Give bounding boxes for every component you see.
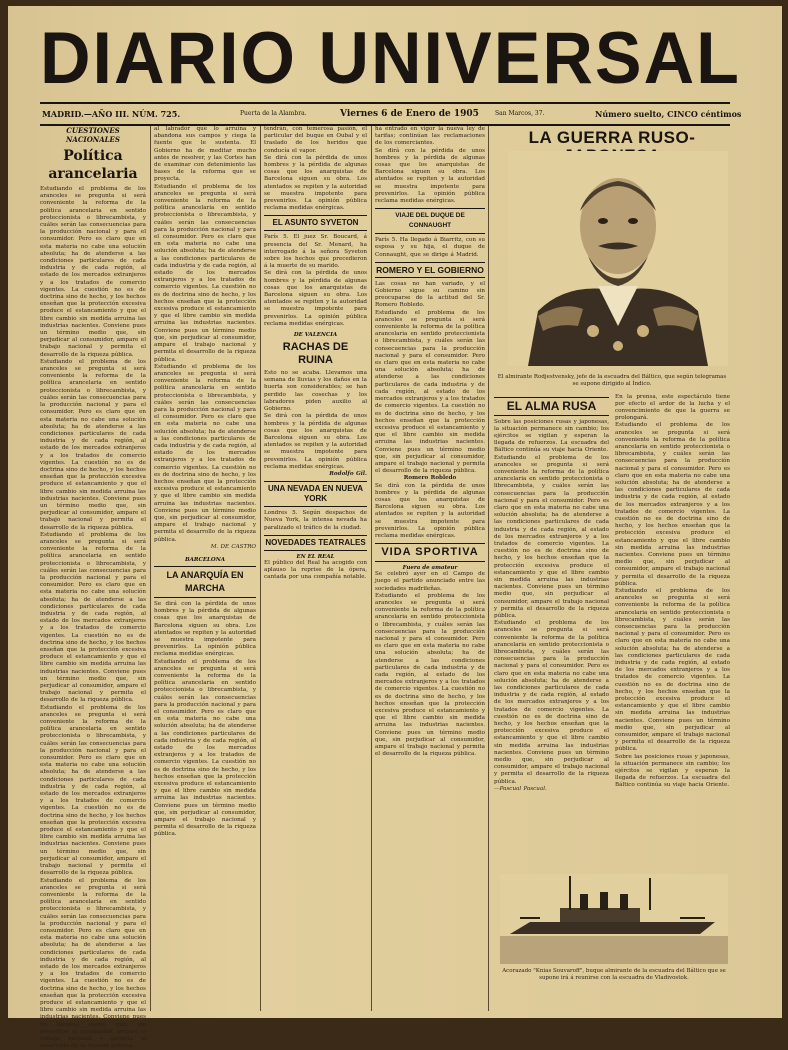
column-1 bbox=[40, 126, 146, 1016]
column-rule bbox=[260, 126, 261, 1011]
article-body-cont: Se dirá con la pérdida de unos hombres y la pérdida de algunas cosas que los anarquistas de Barcelona siguen su obra. Los atentados se repiten y la autoridad se muestra impotente para prevenirlos. La opinión pública reclama medidas enérgicas. bbox=[264, 270, 367, 328]
war-headline: LA GUERRA RUSO- bbox=[494, 129, 730, 165]
article-body-cont: Estudiando el problema de los aranceles se pregunta si será conveniente la reforma de la política arancelaria en sentido proteccionista o librecambista, y cuáles serán las consecuencias para la producción nacional y para el consumidor. Pero es claro que en esta materia no cabe una solución absoluta; ha de atenderse a las condiciones particulares de cada industria y de cada región, al estado de los mercados extranjeros y a los tratados de comercio vigentes. La cuestión no es de doctrina sino de hecho, y los hechos enseñan que la protección excesiva produce el estancamiento y que el libre cambio sin medida arruina las industrias nacientes. Conviene pues un término medio que, sin perjudicar al consumidor, ampare el trabajo nacional y permita el desarrollo de la riqueza pública. bbox=[615, 588, 730, 754]
admiral-portrait bbox=[508, 151, 728, 366]
article-signature: M. DE CASTRO bbox=[154, 544, 256, 551]
article-signature: —Pascual Pascual. bbox=[494, 786, 609, 793]
article-signature: Rodolfo Gil. bbox=[264, 471, 367, 478]
article-body-cont: Estudiando el problema de los aranceles se pregunta si será conveniente la reforma de la política arancelaria en sentido proteccionista o librecambista, y cuáles serán las consecuencias para la producción nacional y para el consumidor. Pero es claro que en esta materia no cabe una solución absoluta; ha de atenderse a las condiciones particulares de cada industria y de cada región, al estado de los mercados extranjeros y a los tratados de comercio vigentes. La cuestión no es de doctrina sino de hecho, y los hechos enseñan que la protección excesiva produce el estancamiento y que el libre cambio sin medida arruina las industrias nacientes. Conviene pues un término medio que, sin perjudicar al consumidor, ampare el trabajo nacional y permita el desarrollo de la riqueza pública. bbox=[375, 593, 485, 759]
article-headline: ROMERO Y EL GOBIERNO bbox=[375, 262, 485, 278]
article-body: El público del Real ha acogido con aplauso la reprise de la ópera, cantada por una compañía notable. bbox=[264, 560, 367, 582]
column-3 bbox=[264, 126, 367, 1016]
article-headline: Política arancelaria bbox=[40, 147, 146, 183]
article-body-cont: Estudiando el problema de los aranceles se pregunta si será conveniente la reforma de la política arancelaria en sentido proteccionista o librecambista, y cuáles serán las consecuencias para la producción nacional y para el consumidor. Pero es claro que en esta materia no cabe una solución absoluta; ha de atenderse a las condiciones particulares de cada industria y de cada región, al estado de los mercados extranjeros y a los tratados de comercio vigentes. La cuestión no es de doctrina sino de hecho, y los hechos enseñan que la protección excesiva produce el estancamiento y que el libre cambio sin medida arruina las industrias nacientes. Conviene pues un término medio que, sin perjudicar al consumidor, ampare el trabajo nacional y permita el desarrollo de la riqueza pública. bbox=[40, 705, 146, 878]
article-body: Se celebró ayer en el Campo de juego el partido anunciado entre las sociedades madrileñas. bbox=[375, 571, 485, 593]
article-body: En la prensa, este espectáculo tiene por efecto el ardor de la lucha y el convencimiento de que la guerra se prolongará. bbox=[615, 394, 730, 423]
issue-date: Viernes 6 de Enero de 1905 bbox=[340, 104, 479, 124]
article-body: Sobre las posiciones rusas y japonesas, la situación permanece sin cambio; los ejércitos se vigilan y esperan la llegada de refuerzos. La escuadra del Báltico continúa su viaje hacia Oriente. bbox=[494, 419, 609, 455]
article-body-cont: Se dirá con la pérdida de unos hombres y la pérdida de algunas cosas que los anarquistas de Barcelona siguen su obra. Los atentados se repiten y la autoridad se muestra impotente para prevenirlos. La opinión pública reclama medidas enérgicas. bbox=[375, 483, 485, 541]
article-body-cont: Estudiando el problema de los aranceles se pregunta si será conveniente la reforma de la política arancelaria en sentido proteccionista o librecambista, y cuáles serán las consecuencias para la producción nacional y para el consumidor. Pero es claro que en esta materia no cabe una solución absoluta; ha de atenderse a las condiciones particulares de cada industria y de cada región, al estado de los mercados extranjeros y a los tratados de comercio vigentes. La cuestión no es de doctrina sino de hecho, y los hechos enseñan que la protección excesiva produce el estancamiento y que el libre cambio sin medida arruina las industrias nacientes. Conviene pues un término medio que, sin perjudicar al consumidor, ampare el trabajo nacional y permita el desarrollo de la riqueza pública. bbox=[375, 310, 485, 476]
article-body-cont: Estudiando el problema de los aranceles se pregunta si será conveniente la reforma de la política arancelaria en sentido proteccionista o librecambista, y cuáles serán las consecuencias para la producción nacional y para el consumidor. Pero es claro que en esta materia no cabe una solución absoluta; ha de atenderse a las condiciones particulares de cada industria y de cada región, al estado de los mercados extranjeros y a los tratados de comercio vigentes. La cuestión no es de doctrina sino de hecho, y los hechos enseñan que la protección excesiva produce el estancamiento y que el libre cambio sin medida arruina las industrias nacientes. Conviene pues un término medio que, sin perjudicar al consumidor, ampare el trabajo nacional y permita el desarrollo de la riqueza pública. bbox=[154, 184, 256, 364]
article-headline: UNA NEVADA EN NUEVA YORK bbox=[264, 481, 367, 507]
article-body-cont: Se dirá con la pérdida de unos hombres y la pérdida de algunas cosas que los anarquistas de Barcelona siguen su obra. Los atentados se repiten y la autoridad se muestra impotente para prevenirlos. La opinión pública reclama medidas enérgicas. bbox=[375, 148, 485, 206]
article-body-cont: Sobre las posiciones rusas y japonesas, la situación permanece sin cambio; los ejércitos se vigilan y esperan la llegada de refuerzos. La escuadra del Báltico continúa su viaje hacia Oriente. bbox=[615, 754, 730, 790]
section-kicker: Fuera de amateur bbox=[375, 565, 485, 571]
article-headline: LA ANARQUÍA EN MARCHA bbox=[154, 566, 256, 598]
article-body: ha entrado en vigor la nueva ley de tarifas; continúan las reclamaciones de los comerciantes. bbox=[375, 126, 485, 148]
article-body-cont: Estudiando el problema de los aranceles se pregunta si será conveniente la reforma de la política arancelaria en sentido proteccionista o librecambista, y cuáles serán las consecuencias para la producción nacional y para el consumidor. Pero es claro que en esta materia no cabe una solución absoluta; ha de atenderse a las condiciones particulares de cada industria y de cada región, al estado de los mercados extranjeros y a los tratados de comercio vigentes. La cuestión no es de doctrina sino de hecho, y los hechos enseñan que la protección excesiva produce el estancamiento y que el libre cambio sin medida arruina las industrias nacientes. Conviene pues un término medio que, sin perjudicar al consumidor, ampare el trabajo nacional y permita el desarrollo de la riqueza pública. bbox=[154, 659, 256, 839]
article-body: Las cosas no han variado, y el Gobierno sigue su camino sin preocuparse de la actitud del Sr. Romero Robledo. bbox=[375, 281, 485, 310]
article-headline: VIDA SPORTIVA bbox=[375, 543, 485, 562]
masthead-title: DIARIO UNIVERSAL bbox=[40, 22, 730, 93]
subcolumn-left bbox=[494, 394, 609, 794]
article-body-cont: Estudiando el problema de los aranceles se pregunta si será conveniente la reforma de la política arancelaria en sentido proteccionista o librecambista, y cuáles serán las consecuencias para la producción nacional y para el consumidor. Pero es claro que en esta materia no cabe una solución absoluta; ha de atenderse a las condiciones particulares de cada industria y de cada región, al estado de los mercados extranjeros y a los tratados de comercio vigentes. La cuestión no es de doctrina sino de hecho, y los hechos enseñan que la protección excesiva produce el estancamiento y que el libre cambio sin medida arruina las industrias nacientes. Conviene pues un término medio que, sin perjudicar al consumidor, ampare el trabajo nacional y permita el desarrollo de la riqueza pública. bbox=[494, 620, 609, 786]
article-headline: VIAJE DEL DUQUE DE CONNAUGHT bbox=[375, 208, 485, 234]
article-body-cont: Estudiando el problema de los aranceles se pregunta si será conveniente la reforma de la política arancelaria en sentido proteccionista o librecambista, y cuáles serán las consecuencias para la producción nacional y para el consumidor. Pero es claro que en esta materia no cabe una solución absoluta; ha de atenderse a las condiciones particulares de cada industria y de cada región, al estado de los mercados extranjeros y a los tratados de comercio vigentes. La cuestión no es de doctrina sino de hecho, y los hechos enseñan que la protección excesiva produce el estancamiento y que el libre cambio sin medida arruina las industrias nacientes. Conviene pues un término medio que, sin perjudicar al consumidor, ampare el trabajo nacional y permita el desarrollo de la riqueza pública. bbox=[40, 532, 146, 705]
column-4 bbox=[375, 126, 485, 1016]
column-5-body bbox=[494, 368, 730, 878]
battleship-illustration bbox=[500, 874, 728, 964]
article-body: Londres 5. Según despachos de Nueva York, la intensa nevada ha paralizado el tráfico de la ciudad. bbox=[264, 510, 367, 532]
section-kicker: DE VALENCIA bbox=[264, 332, 367, 338]
portrait-caption: El almirante Rodjestvensky, jefe de la escuadra del Báltico, que según telegramas se supone dirigido al Índico. bbox=[494, 374, 730, 388]
article-body: tendrán, con temerosa pasión, el particular del buque en Oubal y el traslado de los heridos que conducía el vapor. bbox=[264, 126, 367, 155]
article-headline: NOVEDADES TEATRALES bbox=[264, 535, 367, 551]
newspaper-page bbox=[8, 6, 782, 1018]
section-kicker: CUESTIONES NACIONALES bbox=[40, 126, 146, 144]
article-body-cont: Estudiando el problema de los aranceles se pregunta si será conveniente la reforma de la política arancelaria en sentido proteccionista o librecambista, y cuáles serán las consecuencias para la producción nacional y para el consumidor. Pero es claro que en esta materia no cabe una solución absoluta; ha de atenderse a las condiciones particulares de cada industria y de cada región, al estado de los mercados extranjeros y a los tratados de comercio vigentes. La cuestión no es de doctrina sino de hecho, y los hechos enseñan que la protección excesiva produce el estancamiento y que el libre cambio sin medida arruina las industrias nacientes. Conviene pues un término medio que, sin perjudicar al consumidor, ampare el trabajo nacional y permita el desarrollo de la riqueza pública. bbox=[615, 422, 730, 588]
issue-price: Número suelto, CINCO céntimos bbox=[595, 104, 741, 124]
article-body-cont: Se dirá con la pérdida de unos hombres y la pérdida de algunas cosas que los anarquistas de Barcelona siguen su obra. Los atentados se repiten y la autoridad se muestra impotente para prevenirlos. La opinión pública reclama medidas enérgicas. bbox=[264, 155, 367, 213]
article-body-cont: Estudiando el problema de los aranceles se pregunta si será conveniente la reforma de la política arancelaria en sentido proteccionista o librecambista, y cuáles serán las consecuencias para la producción nacional y para el consumidor. Pero es claro que en esta materia no cabe una solución absoluta; ha de atenderse a las condiciones particulares de cada industria y de cada región, al estado de los mercados extranjeros y a los tratados de comercio vigentes. La cuestión no es de doctrina sino de hecho, y los hechos enseñan que la protección excesiva produce el estancamiento y que el libre cambio sin medida arruina las industrias nacientes. Conviene pues un término medio que, sin perjudicar al consumidor, ampare el trabajo nacional y permita el desarrollo de la riqueza pública. bbox=[154, 364, 256, 544]
article-body-cont: Estudiando el problema de los aranceles se pregunta si será conveniente la reforma de la política arancelaria en sentido proteccionista o librecambista, y cuáles serán las consecuencias para la producción nacional y para el consumidor. Pero es claro que en esta materia no cabe una solución absoluta; ha de atenderse a las condiciones particulares de cada industria y de cada región, al estado de los mercados extranjeros y a los tratados de comercio vigentes. La cuestión no es de doctrina sino de hecho, y los hechos enseñan que la protección excesiva produce el estancamiento y que el libre cambio sin medida arruina las industrias nacientes. Conviene pues un término medio que, sin perjudicar al consumidor, ampare el trabajo nacional y permita el desarrollo de la riqueza pública. bbox=[40, 359, 146, 532]
article-headline: EL ALMA RUSA bbox=[494, 397, 609, 416]
article-body: al labrador que lo arruina y abandona sus campos y ciega la fuente que le sustenta. El Gobierno ha de meditar mucho antes de resolver, y las Cortes han de examinar con detenimiento las bases de la reforma que se proyecta. bbox=[154, 126, 256, 184]
issue-info: MADRID.—AÑO III. NÚM. 725. bbox=[42, 104, 180, 124]
article-body: Estudiando el problema de los aranceles se pregunta si será conveniente la reforma de la política arancelaria en sentido proteccionista o librecambista, y cuáles serán las consecuencias para la producción nacional y para el consumidor. Pero es claro que en esta materia no cabe una solución absoluta; ha de atenderse a las condiciones particulares de cada industria y de cada región, al estado de los mercados extranjeros y a los tratados de comercio vigentes. La cuestión no es de doctrina sino de hecho, y los hechos enseñan que la protección excesiva produce el estancamiento y que el libre cambio sin medida arruina las industrias nacientes. Conviene pues un término medio que, sin perjudicar al consumidor, ampare el trabajo nacional y permita el desarrollo de la riqueza pública. bbox=[40, 186, 146, 359]
article-body-cont: Estudiando el problema de los aranceles se pregunta si será conveniente la reforma de la política arancelaria en sentido proteccionista o librecambista, y cuáles serán las consecuencias para la producción nacional y para el consumidor. Pero es claro que en esta materia no cabe una solución absoluta; ha de atenderse a las condiciones particulares de cada industria y de cada región, al estado de los mercados extranjeros y a los tratados de comercio vigentes. La cuestión no es de doctrina sino de hecho, y los hechos enseñan que la protección excesiva produce el estancamiento y que el libre cambio sin medida arruina las industrias nacientes. Conviene pues un término medio que, sin perjudicar al consumidor, ampare el trabajo nacional y permita el desarrollo de la riqueza pública. bbox=[494, 455, 609, 621]
article-body: Se dirá con la pérdida de unos hombres y la pérdida de algunas cosas que los anarquistas de Barcelona siguen su obra. Los atentados se repiten y la autoridad se muestra impotente para prevenirlos. La opinión pública reclama medidas enérgicas. bbox=[154, 601, 256, 659]
subcolumn-right bbox=[615, 394, 730, 794]
article-body-cont: Estudiando el problema de los aranceles se pregunta si será conveniente la reforma de la política arancelaria en sentido proteccionista o librecambista, y cuáles serán las consecuencias para la producción nacional y para el consumidor. Pero es claro que en esta materia no cabe una solución absoluta; ha de atenderse a las condiciones particulares de cada industria y de cada región, al estado de los mercados extranjeros y a los tratados de comercio vigentes. La cuestión no es de doctrina sino de hecho, y los hechos enseñan que la protección excesiva produce el estancamiento y que el libre cambio sin medida arruina las industrias nacientes. Conviene pues un término medio que, sin perjudicar al consumidor, ampare el trabajo nacional y permita el desarrollo de la riqueza pública. bbox=[40, 878, 146, 1050]
address-right: San Marcos, 37. bbox=[495, 104, 544, 124]
column-2 bbox=[154, 126, 256, 1016]
address-left: Puerta de la Alambra. bbox=[240, 104, 307, 124]
info-bar bbox=[40, 102, 730, 126]
article-headline: RACHAS DE RUINA bbox=[264, 341, 367, 367]
article-headline: EL ASUNTO SYVETON bbox=[264, 215, 367, 231]
column-rule bbox=[488, 126, 489, 1011]
section-kicker: EN EL REAL bbox=[264, 554, 367, 560]
article-signature: Romero Robledo bbox=[375, 475, 485, 482]
article-body: Esto no se acaba. Llevamos una semana de lluvias y los daños en la huerta son considerables; se han perdido las cosechas y los labradores piden auxilio al Gobierno. bbox=[264, 370, 367, 413]
article-body-cont: Se dirá con la pérdida de unos hombres y la pérdida de algunas cosas que los anarquistas de Barcelona siguen su obra. Los atentados se repiten y la autoridad se muestra impotente para prevenirlos. La opinión pública reclama medidas enérgicas. bbox=[264, 413, 367, 471]
article-body: París 5. El juez Sr. Boucard, á presencia del Sr. Menard, ha interrogado á la señora Syveton sobre los hechos que precedieron á la muerte de su marido. bbox=[264, 234, 367, 270]
article-body: París 5. Ha llegado á Biarritz, con su esposa y su hija, el duque de Connaught, que se dirige á Madrid. bbox=[375, 237, 485, 259]
column-rule bbox=[150, 126, 151, 1011]
ship-caption: Acorazado "Knias Souvaroff", buque almirante de la escuadra del Báltico que se supone irá á reunirse con la escuadra de Vladivostok. bbox=[500, 968, 728, 982]
column-rule bbox=[371, 126, 372, 1011]
section-kicker: BARCELONA bbox=[154, 557, 256, 563]
subcolumns bbox=[494, 394, 730, 794]
